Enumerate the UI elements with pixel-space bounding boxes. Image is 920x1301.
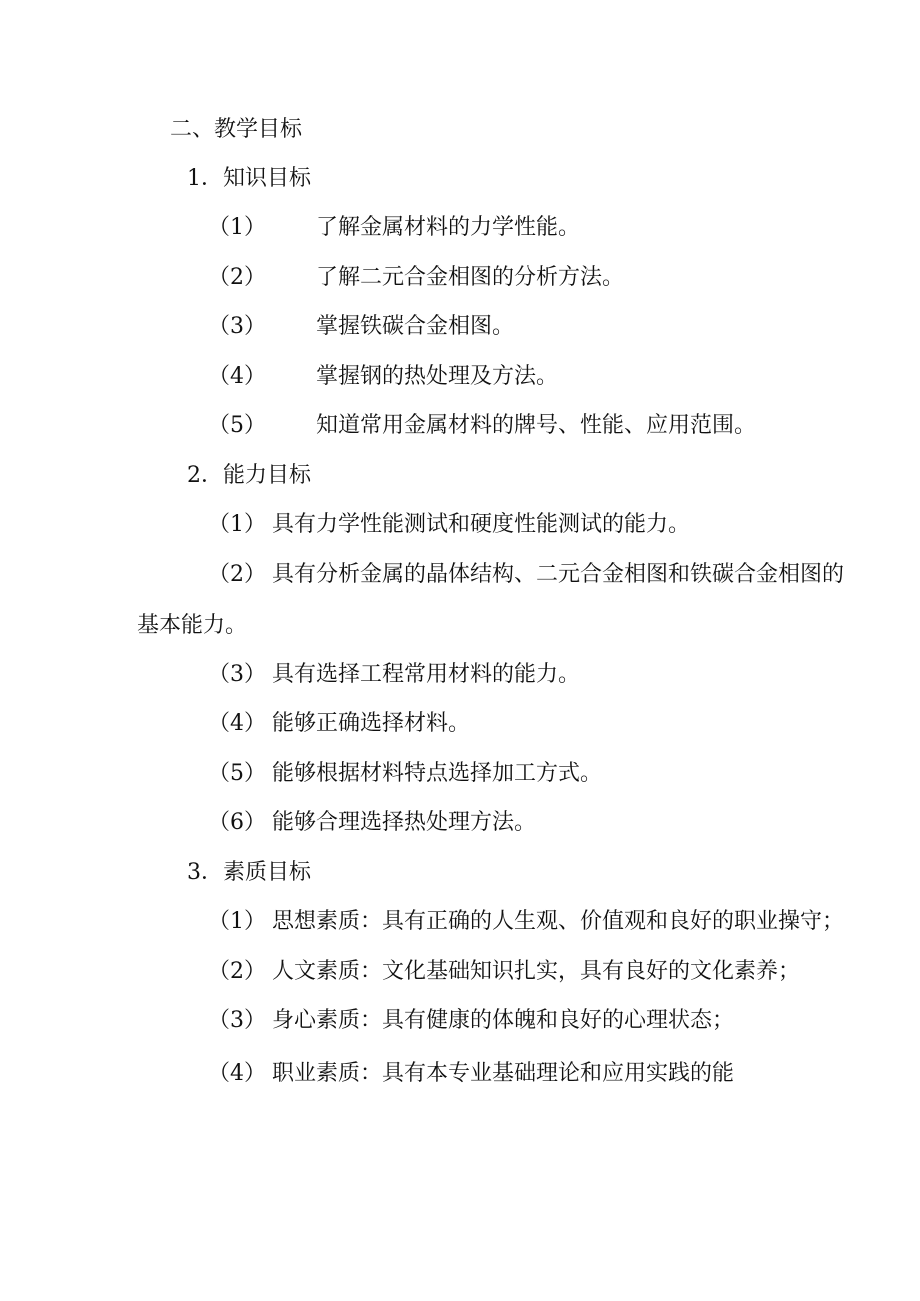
- item-number: （5）: [208, 413, 266, 438]
- quality-item: [208, 1059, 734, 1089]
- item-text: 了解金属材料的力学性能。: [316, 215, 581, 240]
- item-text: 人文素质：文化基础知识扎实，具有良好的文化素养；: [272, 959, 801, 984]
- item-text: 能够根据材料特点选择加工方式。: [272, 761, 603, 786]
- item-number: （3）: [208, 662, 266, 687]
- knowledge-item: [208, 312, 514, 342]
- quality-item: [208, 1006, 734, 1036]
- item-number: （1）: [208, 909, 266, 934]
- item-text: 思想素质：具有正确的人生观、价值观和良好的职业操守；: [272, 909, 845, 934]
- ability-item: [208, 560, 844, 590]
- item-text: 知道常用金属材料的牌号、性能、应用范围。: [316, 413, 757, 438]
- item-number: （3）: [208, 1008, 266, 1033]
- item-text: 了解二元合金相图的分析方法。: [316, 265, 625, 290]
- quality-item: [208, 957, 800, 987]
- item-text: 掌握铁碳合金相图。: [316, 314, 515, 339]
- item-number: （6）: [208, 810, 266, 835]
- item-number: （2）: [208, 959, 266, 984]
- item-number: （2）: [208, 562, 266, 587]
- item-number: （4）: [208, 1061, 266, 1086]
- knowledge-item: [208, 213, 580, 243]
- ability-item: [208, 510, 690, 540]
- knowledge-heading: 1．知识目标: [187, 166, 311, 191]
- item-text: 具有分析金属的晶体结构、二元合金相图和铁碳合金相图的: [272, 562, 845, 587]
- item-number: （1）: [208, 512, 266, 537]
- ability-item: [208, 808, 536, 838]
- item-number: （2）: [208, 265, 266, 290]
- ability-item: [208, 759, 602, 789]
- ability-item: [208, 660, 580, 690]
- item-text: 能够合理选择热处理方法。: [272, 810, 537, 835]
- quality-heading: 3．素质目标: [187, 860, 311, 885]
- ability-item: [208, 709, 470, 739]
- knowledge-item: [208, 411, 756, 441]
- ability-heading: 2．能力目标: [187, 463, 311, 488]
- item-text: 掌握钢的热处理及方法。: [316, 364, 559, 389]
- item-number: （3）: [208, 314, 266, 339]
- section-heading: 二、教学目标: [170, 117, 303, 142]
- item-text: 具有力学性能测试和硬度性能测试的能力。: [272, 512, 691, 537]
- item-text: 具有选择工程常用材料的能力。: [272, 662, 581, 687]
- quality-item: [208, 907, 844, 937]
- knowledge-item: [208, 362, 558, 392]
- item-text: 职业素质：具有本专业基础理论和应用实践的能: [272, 1061, 735, 1086]
- knowledge-item: [208, 263, 624, 293]
- item-number: （1）: [208, 215, 266, 240]
- item-text: 能够正确选择材料。: [272, 711, 471, 736]
- item-number: （4）: [208, 364, 266, 389]
- item-text: 身心素质：具有健康的体魄和良好的心理状态；: [272, 1008, 735, 1033]
- item-number: （5）: [208, 761, 266, 786]
- ability-item-continuation: 基本能力。: [137, 613, 248, 638]
- item-number: （4）: [208, 711, 266, 736]
